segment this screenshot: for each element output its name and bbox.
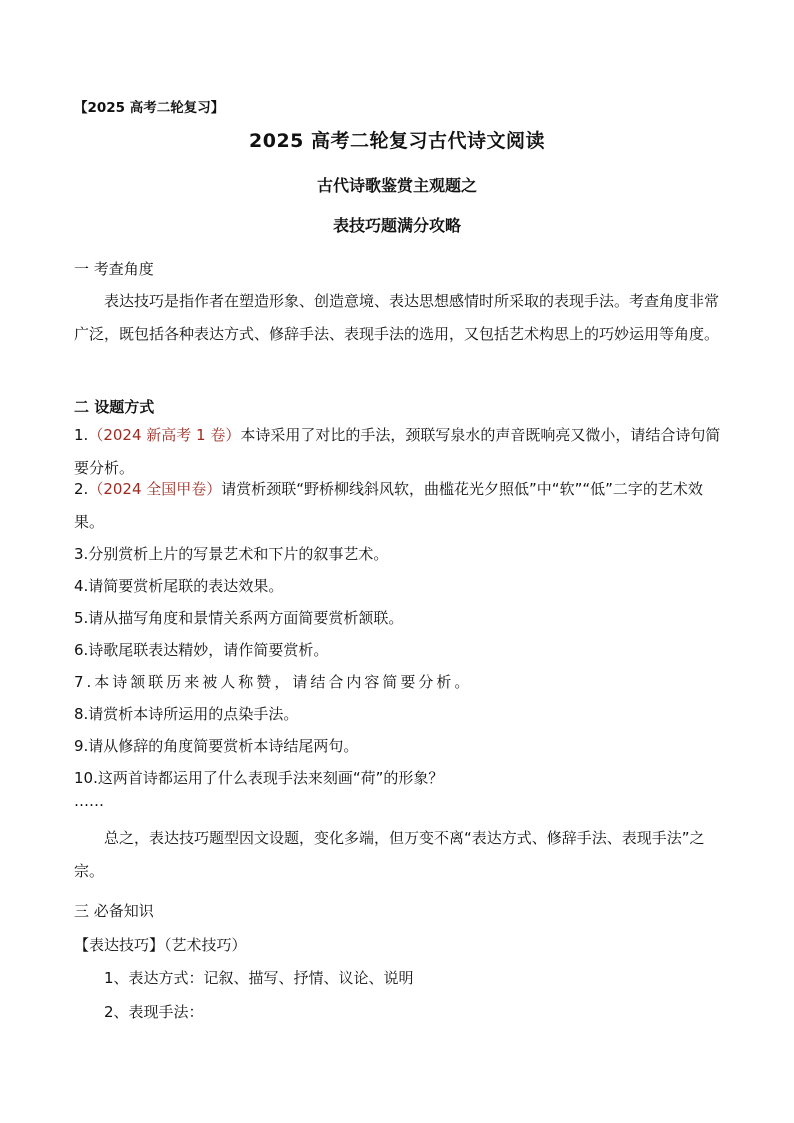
question-8: 8.请赏析本诗所运用的点染手法。 — [74, 705, 299, 723]
section-1-paragraph: 表达技巧是指作者在塑造形象、创造意境、表达思想感情时所采取的表现手法。考查角度非常广泛，既包括各种表达方式、修辞手法、表现手法的选用，又包括艺术构思上的巧妙运用等角度。 — [74, 292, 720, 343]
question-2-source: （2024 全国甲卷） — [88, 480, 222, 498]
question-6: 6.诗歌尾联表达精妙，请作简要赏析。 — [74, 641, 329, 659]
page-subtitle-1: 古代诗歌鉴赏主观题之 — [316, 176, 477, 195]
page-title: 2025 高考二轮复习古代诗文阅读 — [249, 130, 545, 152]
header-tag: 【2025 高考二轮复习】 — [74, 100, 225, 116]
section-heading-1: 一 考查角度 — [74, 260, 154, 278]
question-9: 9.请从修辞的角度简要赏析本诗结尾两句。 — [74, 737, 359, 755]
question-2 — [74, 473, 724, 539]
section-heading-2: 二 设题方式 — [74, 398, 155, 416]
techniques-item-1: 1、表达方式：记叙、描写、抒情、议论、说明 — [104, 969, 414, 987]
question-1-number: 1. — [74, 426, 89, 444]
question-1-source: （2024 新高考 1 卷） — [88, 426, 241, 444]
question-10: 10.这两首诗都运用了什么表现手法来刻画“荷”的形象？ — [74, 769, 444, 787]
techniques-label: 【表达技巧】（艺术技巧） — [74, 936, 247, 954]
question-7: 7.本诗颔联历来被人称赞，请结合内容简要分析。 — [74, 673, 473, 691]
question-5: 5.请从描写角度和景情关系两方面简要赏析颔联。 — [74, 609, 404, 627]
page-subtitle-2: 表技巧题满分攻略 — [332, 216, 461, 235]
question-3: 3.分别赏析上片的写景艺术和下片的叙事艺术。 — [74, 545, 389, 563]
question-4: 4.请简要赏析尾联的表达效果。 — [74, 577, 284, 595]
question-2-text: 请赏析颈联“野桥柳线斜风软，曲槛花光夕照低”中“软”“低”二字的艺术效果。 — [74, 480, 703, 531]
techniques-item-2: 2、表现手法： — [104, 1003, 204, 1021]
summary-paragraph: 总之，表达技巧题型因文设题，变化多端，但万变不离“表达方式、修辞手法、表现手法”之宗。 — [74, 829, 705, 880]
question-1-text: 本诗采用了对比的手法，颈联写泉水的声音既响亮又微小，请结合诗句简要分析。 — [74, 426, 721, 477]
ellipsis: …… — [74, 792, 104, 810]
section-heading-3: 三 必备知识 — [74, 902, 154, 920]
question-2-number: 2. — [74, 480, 89, 498]
